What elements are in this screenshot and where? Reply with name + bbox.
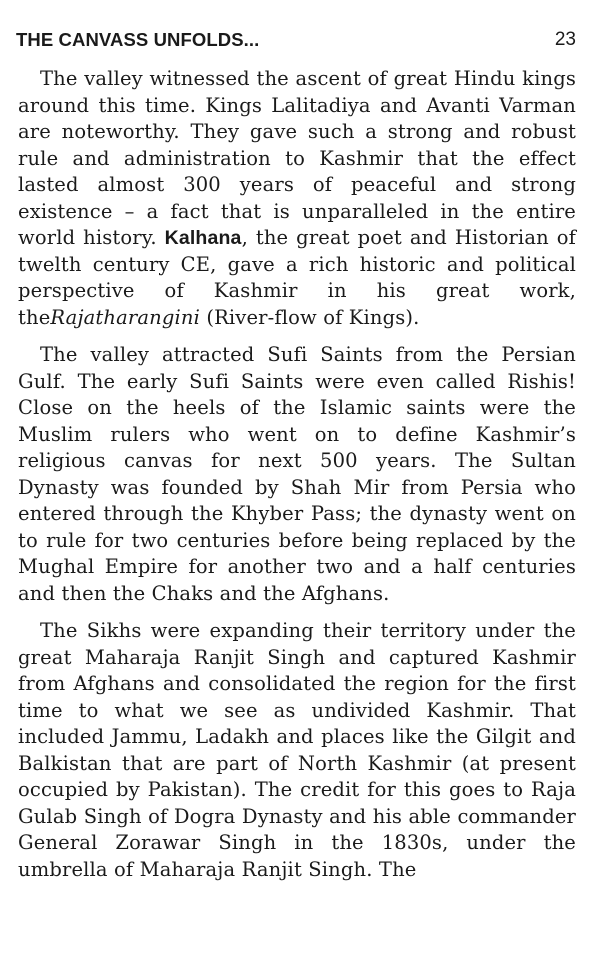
- paragraph-sufi-saints: The valley attracted Sufi Saints from the Persian Gulf. The early Sufi Saints were even called Rishis! Close on the heels of the Islamic saints were the Muslim rulers who went on to define Kashmir’s religious canvas for next 500 years. The Sultan Dynasty was founded by Shah Mir from Persia who entered through the Khyber Pass; the dynasty went on to rule for two centuries before being replaced by the Mughal Empire for another two and a half centuries and then the Chaks and the Afghans.: [18, 343, 576, 605]
- paragraph-sikhs: The Sikhs were expanding their territory under the great Maharaja Ranjit Singh and captured Kashmir from Afghans and consolidated the region for the first time to what we see as undivided Kashmir. That included Jammu, Ladakh and places like the Gilgit and Balkistan that are part of North Kashmir (at present occupied by Pakistan). The credit for this goes to Raja Gulab Singh of Dogra Dynasty and his able commander General Zorawar Singh in the 1830s, under the umbrella of Maharaja Ranjit Singh. The: [18, 619, 576, 881]
- body-text: [18, 66, 576, 894]
- paragraph-hindu-kings: [18, 66, 576, 331]
- paragraph-text: The valley witnessed the ascent of great Hindu kings around this time. Kings Lalitadiya and Avanti Varman are noteworthy. They gave such a strong and robust rule and administration to Kashmir that the effect lasted almost 300 years of peaceful and strong existence – a fact that is unparalleled in the entire world history.: [18, 67, 576, 249]
- book-title-rajatharangini: Rajatharangini: [50, 305, 200, 329]
- paragraph-text: , the great poet and Historian of twelth century CE, gave a rich historic and political perspective of Kashmir in his great work, the: [18, 226, 576, 329]
- page-number: 23: [554, 29, 576, 50]
- chapter-title: THE CANVASS UNFOLDS...: [16, 29, 260, 50]
- running-header: [16, 26, 576, 54]
- kalhana-name: Kalhana: [164, 227, 242, 249]
- paragraph-text: (River-flow of Kings).: [199, 305, 420, 329]
